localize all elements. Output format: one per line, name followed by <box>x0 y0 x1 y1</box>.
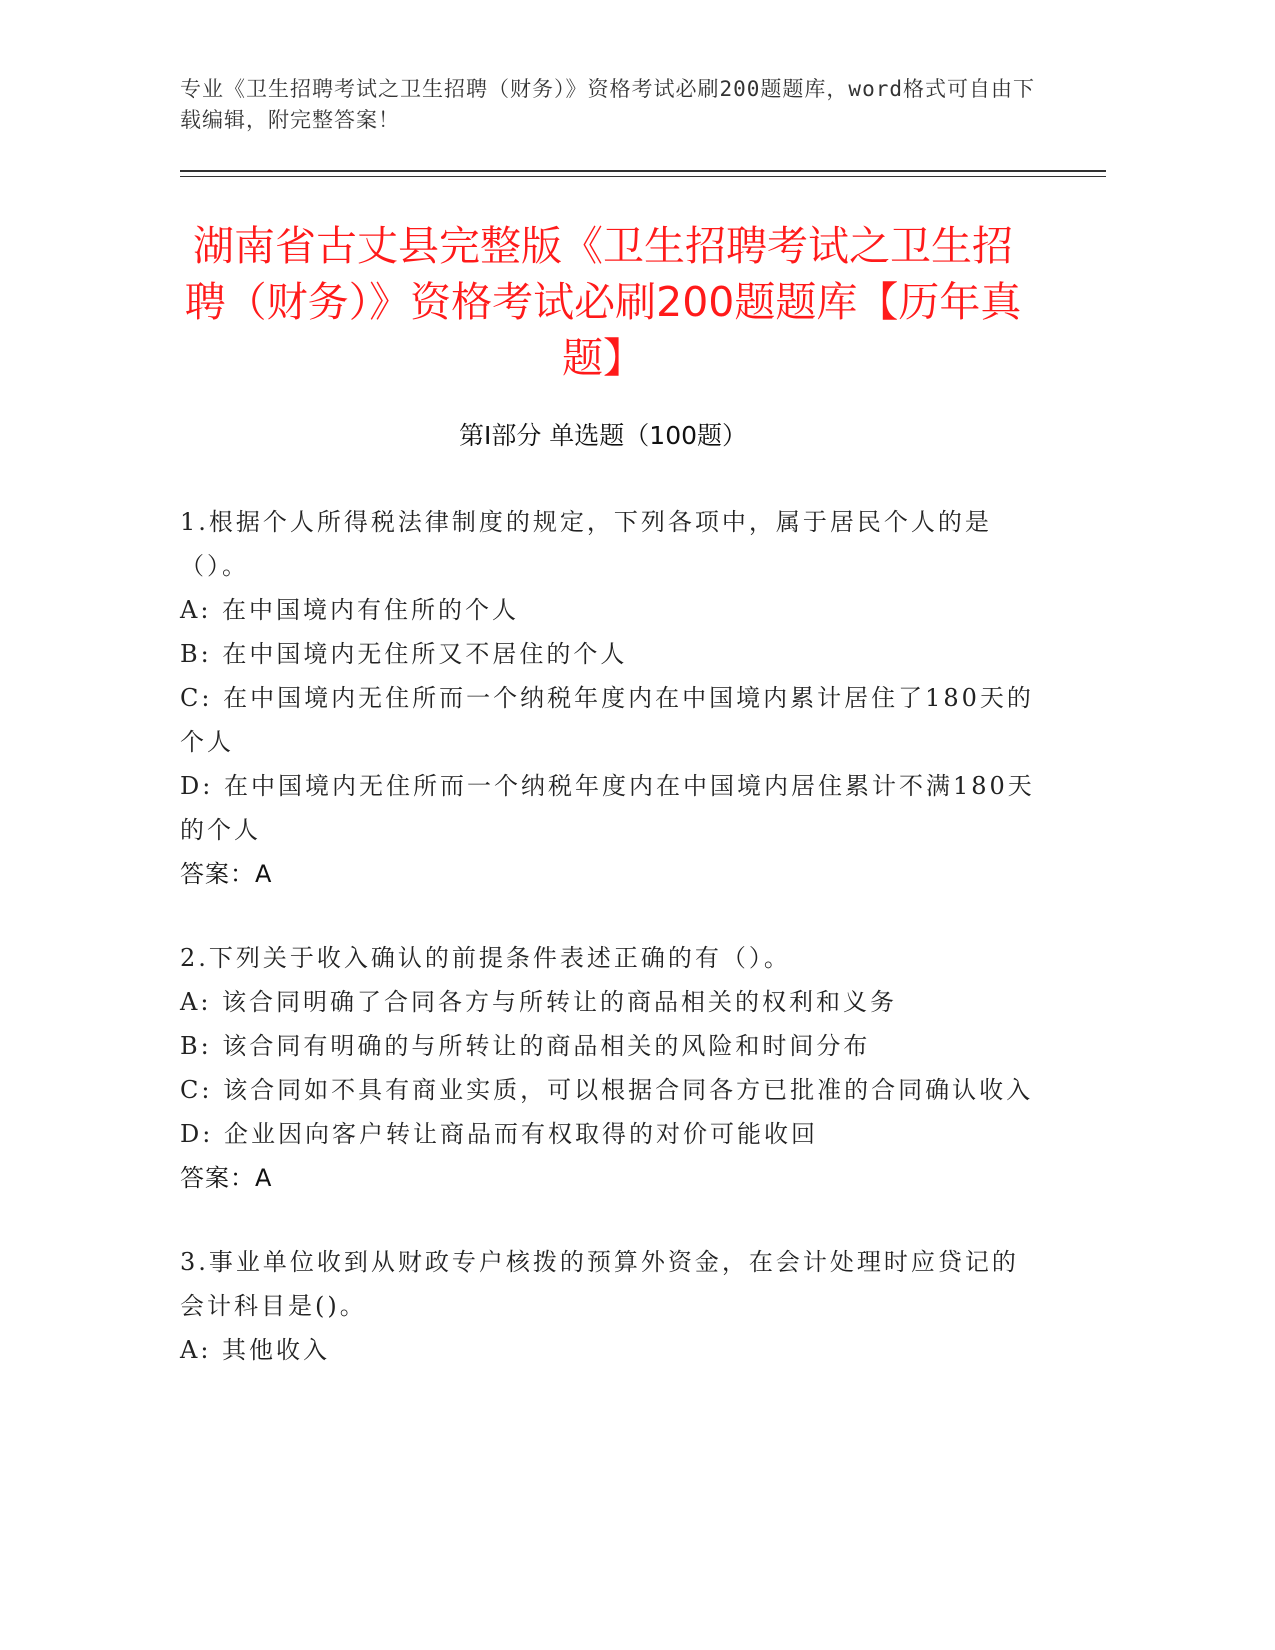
question-2 <box>180 936 1040 1200</box>
answer: 答案：A <box>180 860 273 888</box>
header-divider-thin <box>180 176 1106 177</box>
header-divider-thick <box>180 170 1106 172</box>
option-b: B: 在中国境内无住所又不居住的个人 <box>180 640 628 668</box>
question-stem: 2.下列关于收入确认的前提条件表述正确的有（）。 <box>180 944 791 972</box>
option-d: D: 在中国境内无住所而一个纳税年度内在中国境内居住累计不满180天的个人 <box>180 772 1035 844</box>
question-stem: 3.事业单位收到从财政专户核拨的预算外资金，在会计处理时应贷记的会计科目是()。 <box>180 1248 1019 1320</box>
header-note: 专业《卫生招聘考试之卫生招聘（财务）》资格考试必刷200题题库，word格式可自由下载编辑，附完整答案！ <box>180 77 1035 132</box>
section-title: 第Ⅰ部分 单选题（100题） <box>458 421 748 450</box>
option-a: A: 其他收入 <box>180 1336 331 1364</box>
document-title: 湖南省古丈县完整版《卫生招聘考试之卫生招聘（财务）》资格考试必刷200题题库【历年真题】 <box>184 222 1022 382</box>
option-c: C: 在中国境内无住所而一个纳税年度内在中国境内累计居住了180天的个人 <box>180 684 1034 756</box>
answer: 答案：A <box>180 1164 273 1192</box>
option-c: C: 该合同如不具有商业实质，可以根据合同各方已批准的合同确认收入 <box>180 1076 1034 1104</box>
question-3 <box>180 1240 1040 1372</box>
question-list <box>180 500 1040 1412</box>
option-a: A: 该合同明确了合同各方与所转让的商品相关的权利和义务 <box>180 988 898 1016</box>
question-stem: 1.根据个人所得税法律制度的规定，下列各项中，属于居民个人的是（）。 <box>180 508 992 580</box>
option-d: D: 企业因向客户转让商品而有权取得的对价可能收回 <box>180 1120 818 1148</box>
option-a: A: 在中国境内有住所的个人 <box>180 596 520 624</box>
question-1 <box>180 500 1040 896</box>
option-b: B: 该合同有明确的与所转让的商品相关的风险和时间分布 <box>180 1032 871 1060</box>
